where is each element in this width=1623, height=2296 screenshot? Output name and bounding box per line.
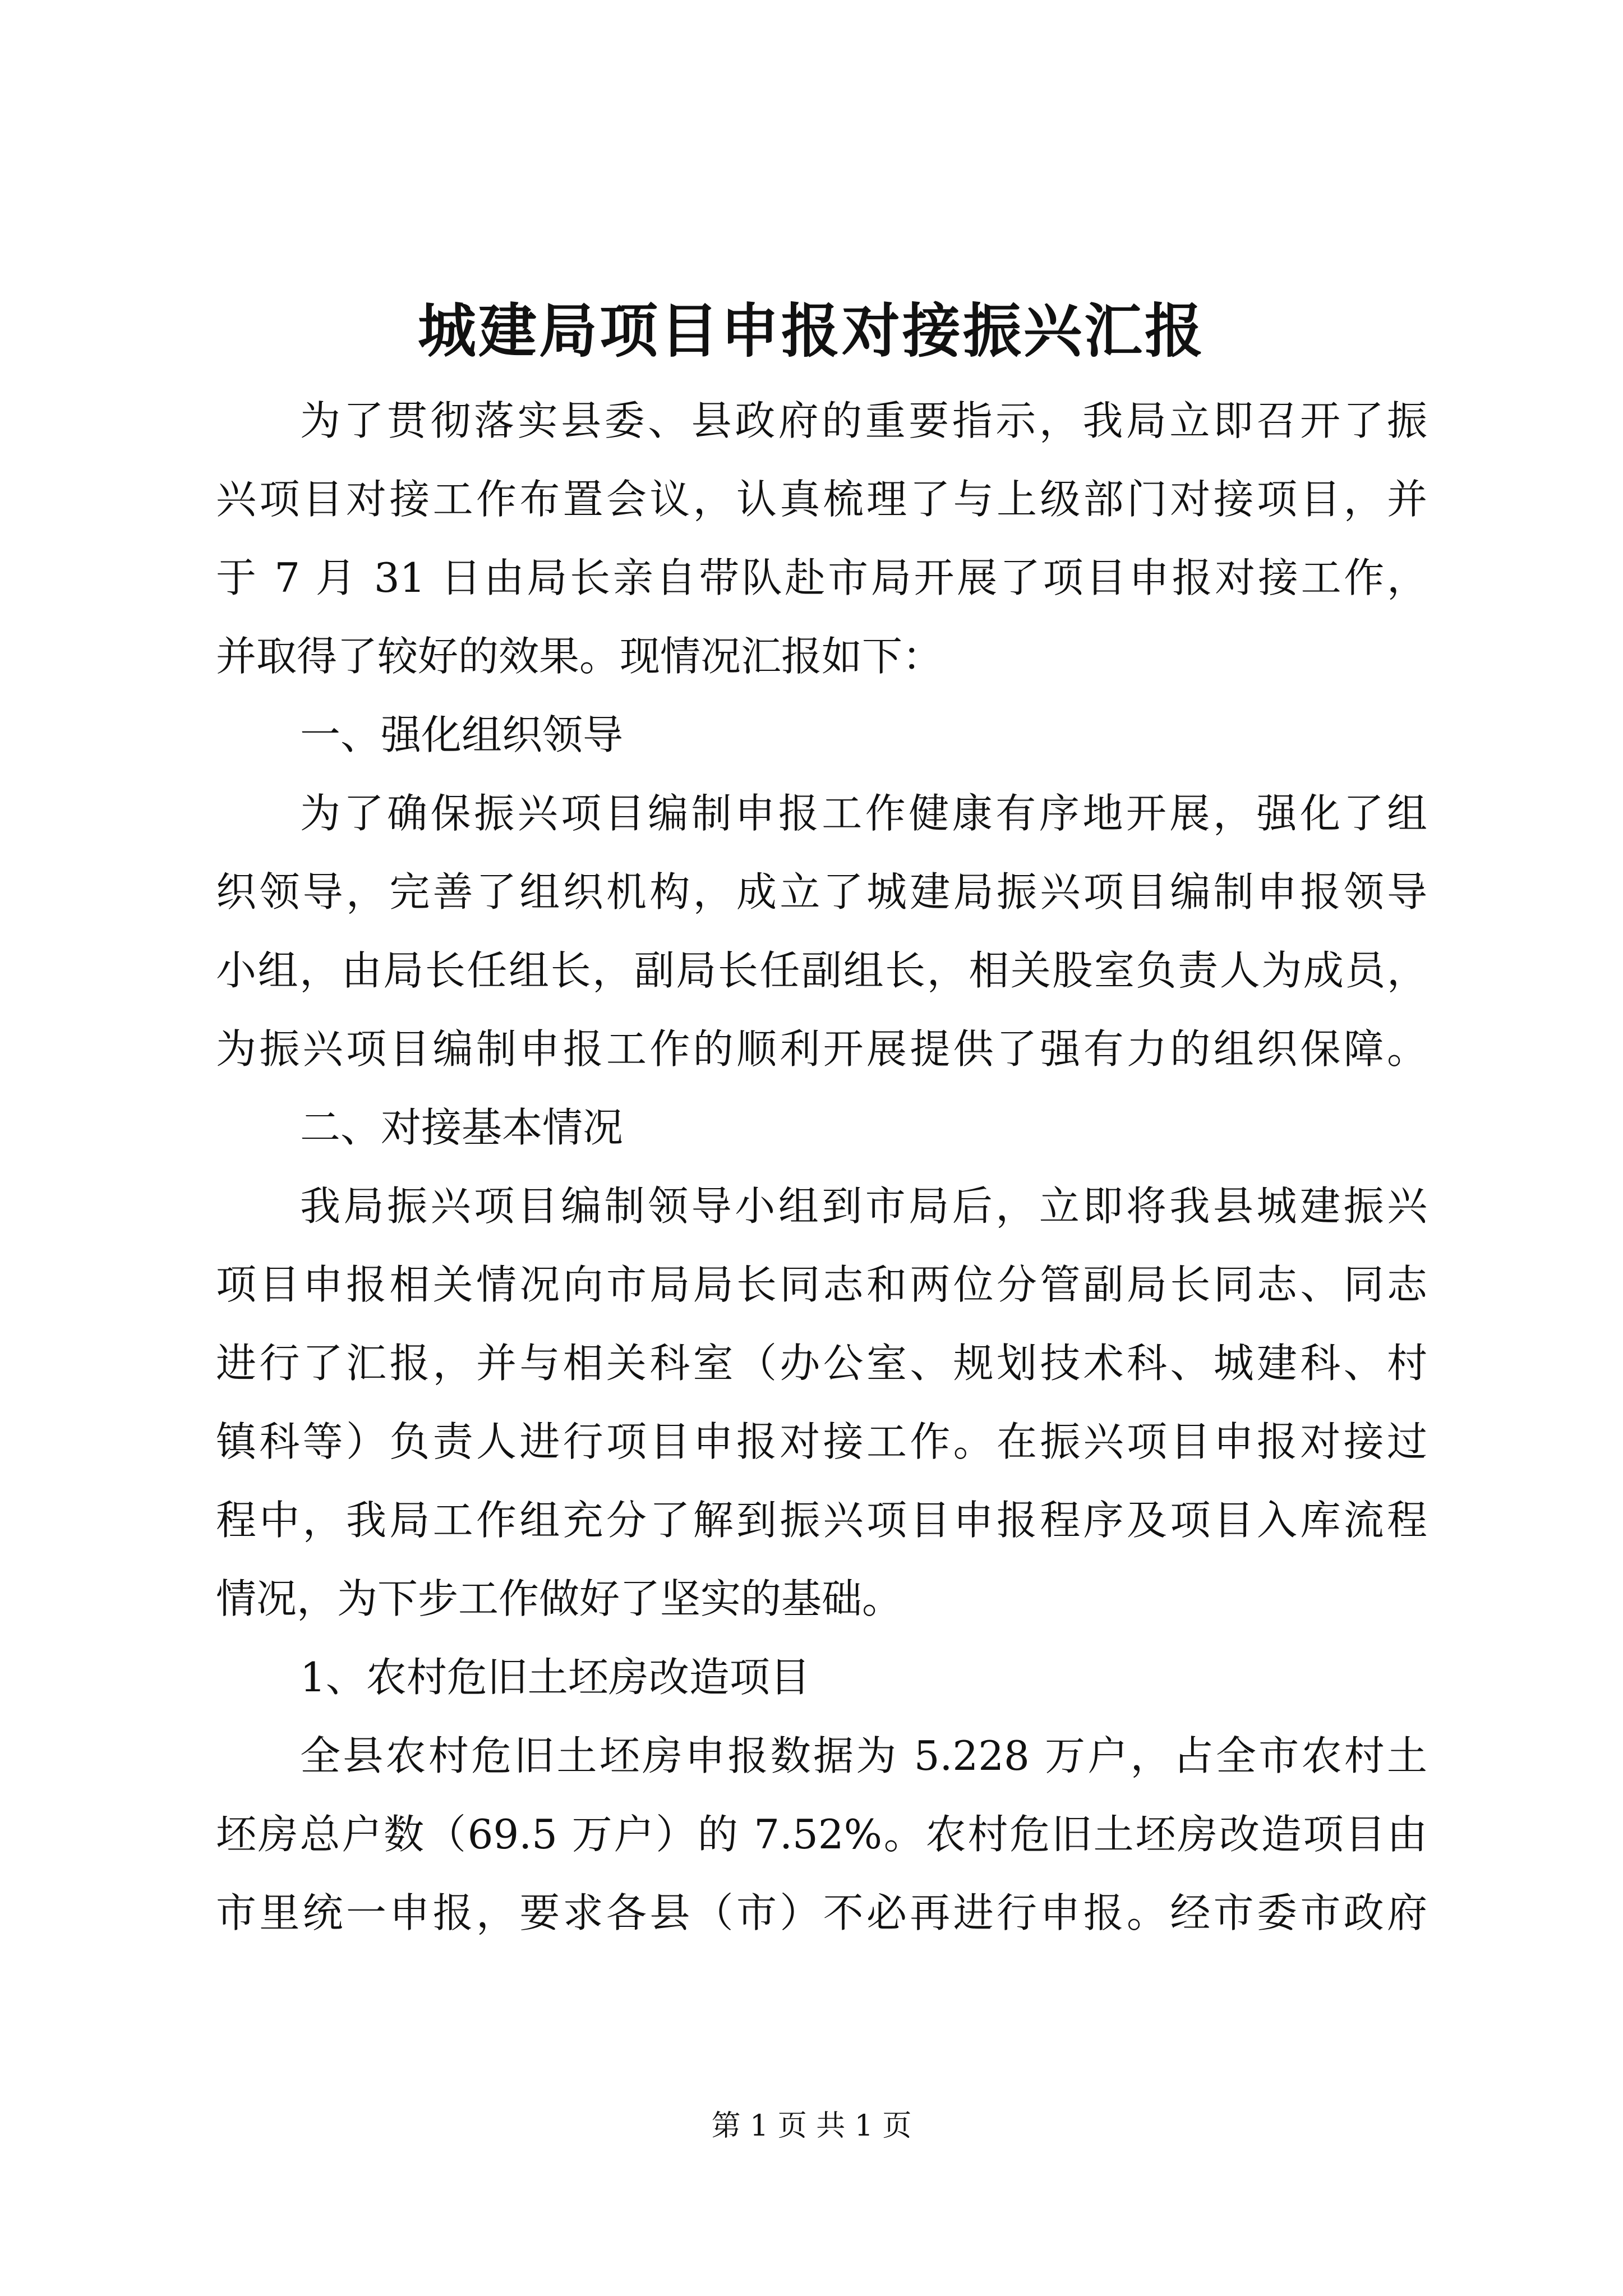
document-body (216, 381, 1427, 1952)
body-line: 兴项目对接工作布置会议，认真梳理了与上级部门对接项目，并 (216, 476, 1427, 523)
subsection-heading: 1、农村危旧土坯房改造项目 (300, 1654, 810, 1701)
body-line: 市里统一申报，要求各县（市）不必再进行申报。经市委市政府 (216, 1889, 1427, 1936)
page-footer: 第 1 页 共 1 页 (711, 2109, 912, 2143)
body-line: 我局振兴项目编制领导小组到市局后，立即将我县城建振兴 (300, 1182, 1427, 1230)
body-line: 于 7 月 31 日由局长亲自带队赴市局开展了项目申报对接工作， (216, 554, 1427, 601)
body-line: 为振兴项目编制申报工作的顺利开展提供了强有力的组织保障。 (216, 1025, 1427, 1073)
body-line: 镇科等）负责人进行项目申报对接工作。在振兴项目申报对接过 (216, 1418, 1427, 1465)
section-heading: 二、对接基本情况 (300, 1104, 624, 1151)
body-line: 全县农村危旧土坯房申报数据为 5.228 万户，占全市农村土 (300, 1732, 1427, 1779)
body-line: 坯房总户数（69.5 万户）的 7.52%。农村危旧土坯房改造项目由 (216, 1811, 1427, 1858)
body-line: 小组，由局长任组长，副局长任副组长，相关股室负责人为成员， (216, 947, 1427, 994)
body-line: 织领导，完善了组织机构，成立了城建局振兴项目编制申报领导 (216, 868, 1427, 915)
section-heading: 一、强化组织领导 (300, 711, 624, 758)
body-line: 为了贯彻落实县委、县政府的重要指示，我局立即召开了振 (300, 397, 1427, 444)
body-line: 进行了汇报，并与相关科室（办公室、规划技术科、城建科、村 (216, 1340, 1427, 1387)
body-line: 程中，我局工作组充分了解到振兴项目申报程序及项目入库流程 (216, 1497, 1427, 1544)
body-line: 项目申报相关情况向市局局长同志和两位分管副局长同志、同志 (216, 1261, 1427, 1308)
body-line: 情况，为下步工作做好了坚实的基础。 (216, 1575, 903, 1622)
body-line: 并取得了较好的效果。现情况汇报如下： (216, 633, 943, 680)
body-line: 为了确保振兴项目编制申报工作健康有序地开展，强化了组 (300, 790, 1427, 837)
document-title: 城建局项目申报对接振兴汇报 (417, 296, 1205, 365)
